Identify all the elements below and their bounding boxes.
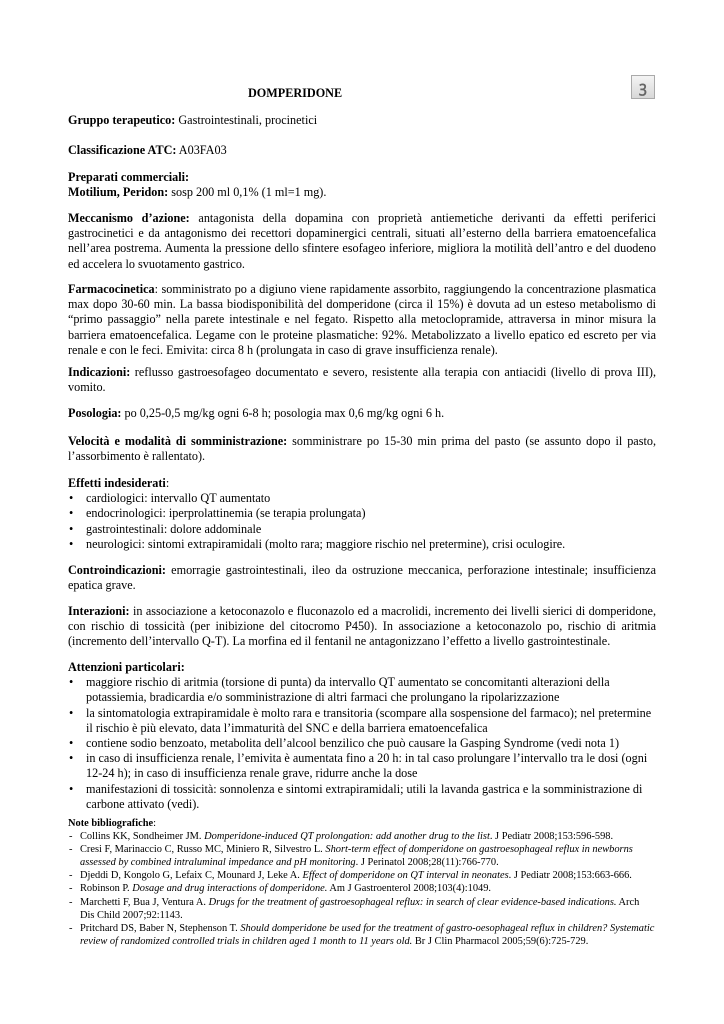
interazioni-section xyxy=(68,604,656,650)
reference-item xyxy=(68,896,656,922)
ref-authors: Collins KK, Sondheimer JM. xyxy=(80,831,205,843)
ref-authors: Robinson P. xyxy=(80,883,133,895)
ref-title: Effect of domperidone on QT interval in neonates xyxy=(302,870,509,882)
ref-source: . J Pediatr 2008;153:663-666. xyxy=(508,870,632,882)
gruppo-label: Gruppo terapeutico: xyxy=(68,113,176,127)
effetti-label: Effetti indesiderati xyxy=(68,476,166,490)
effetti-list xyxy=(68,491,656,552)
ref-source: . J Pediatr 2008;153:596-598. xyxy=(489,831,614,843)
ref-title: Domperidone-induced QT prolongation: add another drug to the list xyxy=(204,831,490,843)
gruppo-terapeutico xyxy=(68,113,656,128)
atc-value: A03FA03 xyxy=(176,143,227,157)
preparati-heading: Preparati commerciali: xyxy=(68,170,190,184)
reference-item xyxy=(68,869,656,882)
indicazioni-label: Indicazioni: xyxy=(68,365,131,379)
list-item: • cardiologici: intervallo QT aumentato xyxy=(68,491,656,506)
ref-title: Drugs for the treatment of gastroesophageal reflux: in search of clear evidence-based indications. xyxy=(208,896,617,908)
ref-title: Should domperidone be used for the treatment of gastro-oesophageal reflux in children? Systematic review of randomized controlled trials in children aged 1 month to 11 years old. xyxy=(80,922,655,947)
farmacocinetica-text: : somministrato po a digiuno viene rapidamente assorbito, raggiungendo la concentrazione plasmatica max dopo 30-60 min. La bassa biodisponibilità del domperidone (circa il 15%) è dovuta ad un esteso metabolismo di “primo passaggio” nella parete intestinale e nel fegato. Rispetto alla metoclopramide, attraversa in minor misura la barriera ematoencefalica. Legame con le proteine plasmatiche: 92%. Metabolizzato a livello epatico ed escreto per via renale e con le feci. Emivita: circa 8 h (prolungata in caso di grave insufficienza renale). xyxy=(68,282,656,357)
meccanismo-section xyxy=(68,211,656,272)
list-item: • in caso di insufficienza renale, l’emivita è aumentata fino a 20 h: in tal caso prolungare l’intervallo tra le dosi (ogni 12-24 h); in caso di insufficienza renale grave, ridurre anche la dose xyxy=(68,751,656,781)
velocita-text: somministrare po 15-30 min prima del pasto (se assunto dopo il pasto, l’assorbimento è rallentato). xyxy=(68,434,656,464)
attenzioni-section xyxy=(68,660,656,812)
posologia-label: Posologia: xyxy=(68,406,122,420)
attenzioni-list xyxy=(68,675,656,812)
preparati-value: sosp 200 ml 0,1% (1 ml=1 mg). xyxy=(168,185,327,200)
velocita-label: Velocità e modalità di somministrazione: xyxy=(68,434,288,448)
ref-authors: Djeddi D, Kongolo G, Lefaix C, Mounard J, Leke A. xyxy=(80,870,303,882)
controindicazioni-section xyxy=(68,563,656,593)
note-heading: Note bibliografiche xyxy=(68,818,154,829)
farmacocinetica-label: Farmacocinetica xyxy=(68,282,155,296)
meccanismo-label: Meccanismo d’azione: xyxy=(68,211,190,225)
ref-source: . J Perinatol 2008;28(11):766-770. xyxy=(355,857,499,869)
ref-source: Arch Dis Child 2007;92:1143. xyxy=(80,896,640,921)
list-item: • neurologici: sintomi extrapiramidali (molto rara; maggiore rischio nel pretermine), crisi oculogire. xyxy=(68,537,656,552)
indicazioni-section xyxy=(68,365,656,395)
ref-authors: Pritchard DS, Baber N, Stephenson T. xyxy=(80,922,241,934)
effetti-section xyxy=(68,476,656,552)
reference-item xyxy=(68,922,656,948)
meccanismo-text: antagonista della dopamina con proprietà antiemetiche derivanti da effetti periferici gastrocinetici e da antagonismo dei recettori dopaminergici centrali, situati all’esterno della barriera ematoencefalica nell’area postrema. Aumenta la pressione dello sfintere esofageo inferiore, migliora la motilità dell’antro e del duodeno ed accelera lo svuotamento gastrico. xyxy=(68,211,656,271)
note-colon: : xyxy=(153,818,157,829)
reference-item xyxy=(68,843,656,869)
ref-title: Short-term effect of domperidone on gastroesophageal reflux in newborns assessed by combined intraluminal impedance and pH monitoring xyxy=(80,844,633,869)
interazioni-text: in associazione a ketoconazolo e fluconazolo ed a macrolidi, incremento dei livelli sierici di domperidone, con rischio di tossicità (per inibizione del citocromo P450). In associazione a ketoconazolo po, rischio di aritmia (incremento dell’intervallo Q-T). La morfina ed il fentanil ne antagonizzano l’effetto a livello gastrointestinale. xyxy=(68,604,656,649)
note-bibliografiche xyxy=(68,817,656,948)
list-item: • maggiore rischio di aritmia (torsione di punta) da intervallo QT aumentato se concomitanti alterazioni della potassiemia, bradicardia e/o somministrazione di altri farmaci che prolungano la ripolarizzazione xyxy=(68,675,656,705)
list-item: • contiene sodio benzoato, metabolita dell’alcool benzilico che può causare la Gasping Syndrome (vedi nota 1) xyxy=(68,736,656,751)
interazioni-label: Interazioni: xyxy=(68,604,130,618)
reference-item xyxy=(68,882,656,895)
farmacocinetica-section xyxy=(68,282,656,358)
list-item: • gastrointestinali: dolore addominale xyxy=(68,522,656,537)
posologia-text: po 0,25-0,5 mg/kg ogni 6-8 h; posologia max 0,6 mg/kg ogni 6 h. xyxy=(121,406,445,420)
ref-source: Am J Gastroenterol 2008;103(4):1049. xyxy=(327,883,492,895)
controindicazioni-label: Controindicazioni: xyxy=(68,563,166,577)
atc-label: Classificazione ATC: xyxy=(68,143,177,157)
document-title: DOMPERIDONE xyxy=(248,86,343,100)
attenzioni-label: Attenzioni particolari: xyxy=(68,660,185,674)
ref-authors: Marchetti F, Bua J, Ventura A. xyxy=(80,896,209,908)
ref-authors: Cresi F, Marinaccio C, Russo MC, Miniero R, Silvestro L. xyxy=(80,844,326,856)
ear-logo-icon: ꝫ xyxy=(631,75,655,99)
gruppo-value: Gastrointestinali, procinetici xyxy=(175,113,318,127)
reference-item xyxy=(68,830,656,843)
list-item: • la sintomatologia extrapiramidale è molto rara e transitoria (scompare alla sospensione del farmaco); nel pretermine il rischio è più elevato, data l’immaturità del SNC e della barriera ematoencefalica xyxy=(68,706,656,736)
ref-source: Br J Clin Pharmacol 2005;59(6):725-729. xyxy=(412,935,589,947)
velocita-section xyxy=(68,434,656,464)
ref-title: Dosage and drug interactions of domperidone. xyxy=(132,883,328,895)
controindicazioni-text: emorragie gastrointestinali, ileo da ostruzione meccanica, perforazione intestinale; insufficienza epatica grave. xyxy=(68,563,656,593)
list-item: • endocrinologici: iperprolattinemia (se terapia prolungata) xyxy=(68,506,656,521)
list-item: • manifestazioni di tossicità: sonnolenza e sintomi extrapiramidali; utili la lavanda gastrica e la somministrazione di carbone attivato (vedi). xyxy=(68,782,656,812)
preparati-label: Motilium, Peridon: xyxy=(68,185,169,200)
preparati-commerciali xyxy=(68,170,656,200)
effetti-colon: : xyxy=(165,476,170,490)
posologia-section xyxy=(68,406,656,421)
classificazione-atc xyxy=(68,143,656,158)
indicazioni-text: reflusso gastroesofageo documentato e severo, resistente alla terapia con antiacidi (livello di prova III), vomito. xyxy=(68,365,656,395)
